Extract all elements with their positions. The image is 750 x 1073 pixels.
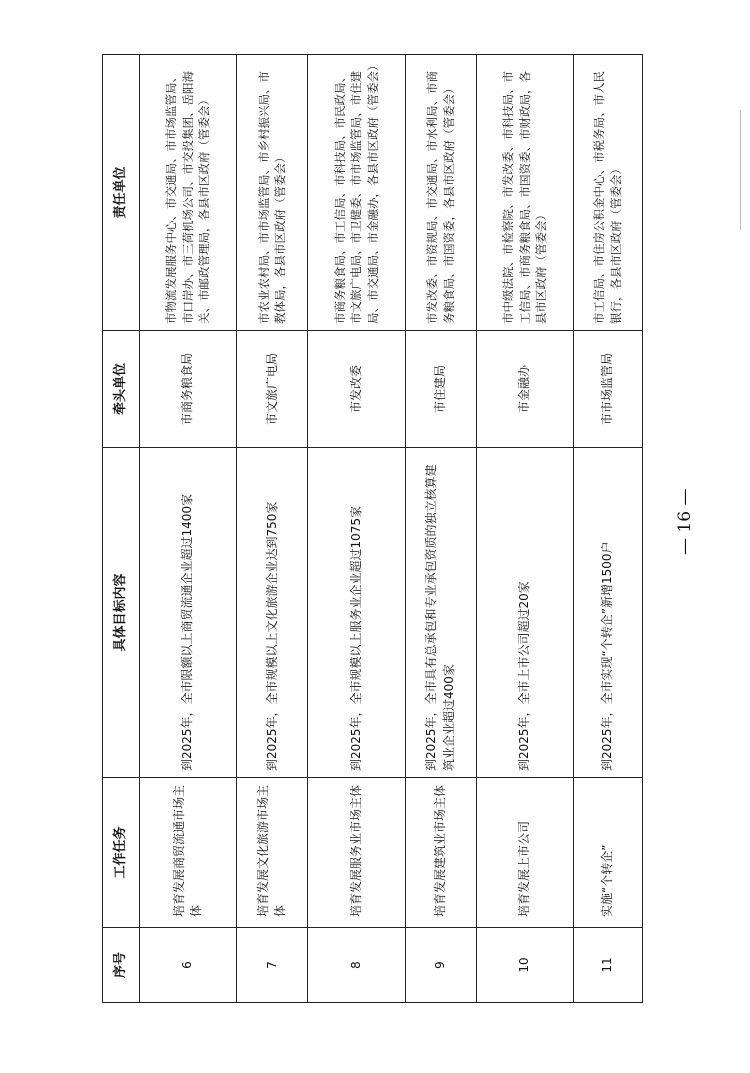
cell-no: 11 — [574, 928, 643, 1003]
cell-task: 培育发展商贸流通市场主体 — [140, 778, 237, 928]
table-row — [574, 55, 643, 1003]
table-row — [308, 55, 405, 1003]
table-row — [140, 55, 237, 1003]
cell-resp: 市农业农村局、市市场监管局、市乡村振兴局、市教体局，各县市区政府（管委会） — [237, 55, 308, 331]
cell-task: 实施“个转企” — [574, 778, 643, 928]
cell-lead: 市金融办 — [476, 331, 573, 448]
cell-no: 9 — [405, 928, 476, 1003]
cell-content: 到2025年，全市具有总承包和专业承包资质的独立核算建筑业企业超过400家 — [405, 448, 476, 778]
cell-task: 培育发展文化旅游市场主体 — [237, 778, 308, 928]
cell-resp: 市物流发展服务中心、市交通局、市市场监管局、市口岸办、市三荷机场公司、市交投集团、岳阳海关、市邮政管理局，各县市区政府（管委会） — [140, 55, 237, 331]
cell-no: 10 — [476, 928, 573, 1003]
table-row — [237, 55, 308, 1003]
table-row — [476, 55, 573, 1003]
scan-mark — [740, 110, 741, 230]
cell-content: 到2025年，全市实现“个转企”新增1500户 — [574, 448, 643, 778]
cell-content: 到2025年，全市限额以上商贸流通企业超过1400家 — [140, 448, 237, 778]
task-table — [102, 54, 643, 1003]
cell-no: 7 — [237, 928, 308, 1003]
cell-lead: 市商务粮食局 — [140, 331, 237, 448]
header-resp: 责任单位 — [103, 55, 140, 331]
cell-resp: 市中级法院、市检察院、市发改委、市科技局、市工信局、市商务粮食局、市国资委、市财政局，各县市区政府（管委会） — [476, 55, 573, 331]
header-task: 工作任务 — [103, 778, 140, 928]
cell-task: 培育发展上市公司 — [476, 778, 573, 928]
cell-lead: 市市场监管局 — [574, 331, 643, 448]
cell-resp: 市工信局、市住房公积金中心、市税务局、市人民银行，各县市区政府（管委会） — [574, 55, 643, 331]
cell-lead: 市住建局 — [405, 331, 476, 448]
cell-content: 到2025年，全市规模以上文化旅游企业达到750家 — [237, 448, 308, 778]
cell-lead: 市发改委 — [308, 331, 405, 448]
page-number: — 16 — — [675, 488, 695, 555]
cell-resp: 市发改委、市资规局、市交通局、市水利局、市商务粮食局、市国资委，各县市区政府（管委会） — [405, 55, 476, 331]
header-lead: 牵头单位 — [103, 331, 140, 448]
cell-resp: 市商务粮食局、市工信局、市科技局、市民政局、市文旅广电局、市卫健委、市市场监管局、市住建局、市交通局、市金融办，各县市区政府（管委会） — [308, 55, 405, 331]
table-header-row — [103, 55, 140, 1003]
cell-task: 培育发展建筑业市场主体 — [405, 778, 476, 928]
header-no: 序号 — [103, 928, 140, 1003]
rotated-table-container — [102, 55, 643, 1003]
table-row — [405, 55, 476, 1003]
header-content: 具体目标内容 — [103, 448, 140, 778]
cell-content: 到2025年，全市上市公司超过20家 — [476, 448, 573, 778]
cell-content: 到2025年，全市规模以上服务业企业超过1075家 — [308, 448, 405, 778]
cell-task: 培育发展服务业市场主体 — [308, 778, 405, 928]
cell-no: 8 — [308, 928, 405, 1003]
cell-lead: 市文旅广电局 — [237, 331, 308, 448]
cell-no: 6 — [140, 928, 237, 1003]
